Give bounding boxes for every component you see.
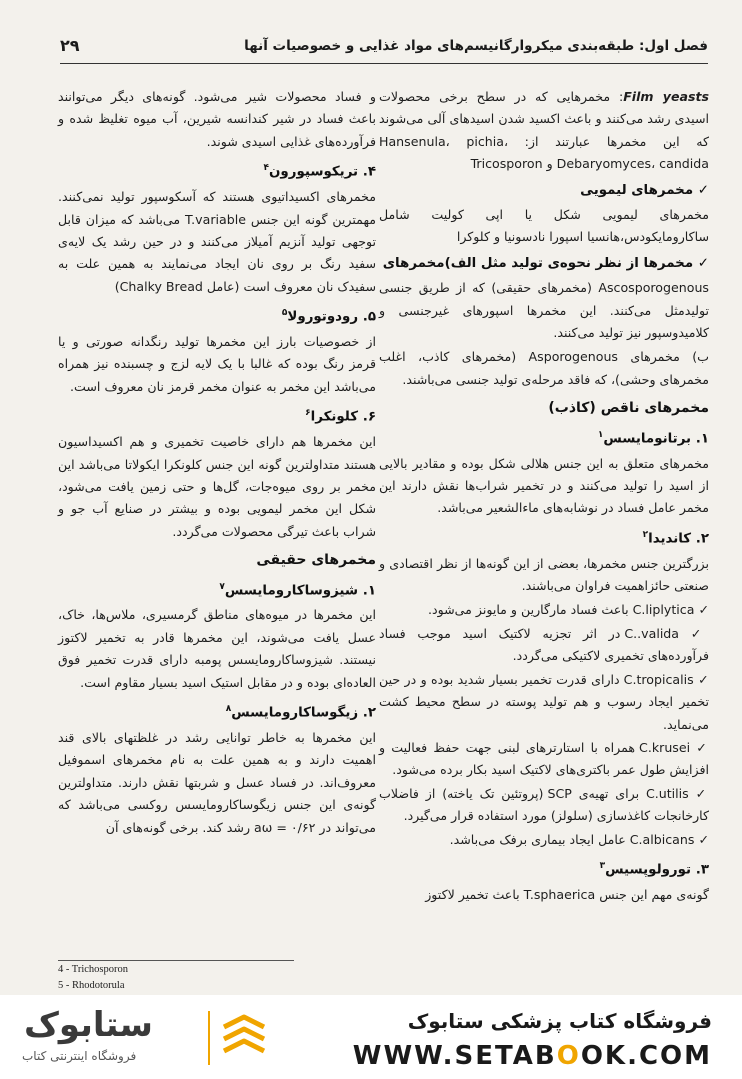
brand-name: ستابوک	[24, 1005, 153, 1045]
candida-paragraph: بزرگترین جنس مخمرها، بعضی از این گونه‌ها از نظر اقتصادی و صنعتی حائزاهمیت فراوان می‌باشند.	[379, 555, 709, 594]
trichosporon-heading: ۴. تریکوسپورون$^۴$	[263, 163, 376, 180]
header-rule	[60, 63, 708, 64]
candida-item: ✓ C.krusei همراه با استارترهای لبنی جهت حفظ فعالیت و افزایش طول عمر باکتری‌های لاکتیک اسید بکار برده می‌شود.	[379, 739, 709, 778]
store-logo[interactable]	[18, 1005, 288, 1071]
brand-subtitle: فروشگاه اینترنتی کتاب	[22, 1049, 137, 1063]
right-column	[379, 86, 709, 908]
continued-paragraph: و فساد محصولات شیر می‌شود. گونه‌های دیگر می‌توانند باعث فساد در شیر کندانسه شیرین، آب میوه تغلیظ شده و فرآورده‌های غذایی اسیدی شوند.	[58, 89, 376, 149]
candida-item: ✓ C.utilis برای تهیه‌ی SCP (پروتئین تک یاخته) از فاضلاب کارخانجات کاغذسازی (سلولز) مورد استفاده قرار می‌گیرد.	[379, 785, 709, 824]
candida-heading: ۲. کاندیدا$^۲$	[642, 529, 709, 547]
brettanomyces-heading: ۱. برتانومایسس$^۱$	[597, 429, 709, 447]
footnote: 5 - Rhodotorula	[58, 980, 125, 991]
candida-item: ✓ C.albicans عامل ایجاد بیماری برفک می‌باشد.	[449, 831, 709, 847]
ascosporogenous-paragraph: Ascosporogenous (مخمرهای حقیقی) که از طریق جنسی تولیدمثل می‌کنند. این مخمرها اسپورهای غیرجنسی و کلامیدوسپور نیز تولید می‌کنند.	[379, 280, 709, 341]
lemon-yeasts-paragraph: مخمرهای لیمویی شکل یا اپی کولیت شامل ساکارومایکودس،هانسیا اسپورا نادسونیا و کلوکرا	[379, 207, 709, 245]
footnote: 4 - Trichosporon	[58, 964, 129, 975]
store-url[interactable]: WWW.SETABOOK.COM	[352, 1041, 712, 1071]
trichosporon-paragraph: مخمرهای اکسیداتیوی هستند که آسکوسپور تولید نمی‌کنند. مهمترین گونه این جنس T.variable می‌باشد که میزان قابل توجهی تولید آنزیم آمیلاز می‌کنند و در حین رشد یک لایه‌ی سفید رنگ بر روی نان ایجاد می‌نمایند به همین علت به سفیدک نان معروف است (عامل Chalky Bread)	[58, 189, 376, 294]
rhodotorula-heading: ۵. رودوتورولا$^۵$	[281, 308, 376, 325]
kloeckera-paragraph: این مخمرها هم دارای خاصیت تخمیری و هم اکسیداسیون هستند متداولترین گونه این جنس کلونکرا ایکولاتا می‌باشد این مخمر بر روی میوه‌جات، گل‌ها و حتی زمین یافت می‌شود، شکل این مخمر لیمویی بوده و بیشتر در صنایع آب جو و شراب باعث تیرگی محصولات می‌گردد.	[58, 434, 376, 539]
film-yeasts-paragraph: Film yeasts: مخمرهایی که در سطح برخی محصولات اسیدی رشد می‌کنند و باعث اکسید شدن اسیدهای آلی می‌شوند که این مخمرها عبارتند از: Hansenula، pichia، Debaryomyces، candida و Tricosporon	[379, 89, 710, 172]
left-column	[58, 86, 376, 841]
candida-item: ✓ C.liplytica باعث فساد مارگارین و مایونز می‌شود.	[427, 602, 709, 618]
false-yeasts-heading: مخمرهای ناقص (کاذب)	[548, 400, 709, 417]
page-header	[60, 32, 708, 64]
book-stack-icon	[218, 1013, 270, 1065]
logo-divider	[208, 1011, 210, 1065]
store-banner	[0, 995, 742, 1079]
zygosaccharomyces-paragraph: این مخمرها به خاطر توانایی رشد در غلظتهای بالای قند اهمیت دارند و به همین علت به نام مخمرهای اسموفیل معروف‌اند. در فساد عسل و شربتها نقش دارند. متداولترین گونه‌ی این جنس زیگوساکارومایسس روکسی می‌باشد که می‌تواند در ۰/۶۲ = aω رشد کند. برخی گونه‌های آن	[58, 729, 376, 835]
chapter-title: فصل اول: طبقه‌بندی میکروارگانیسم‌های مواد غذایی و خصوصیات آنها	[244, 38, 708, 54]
reproduction-heading: ✓ مخمرها از نظر نحوه‌ی تولید مثل الف)مخمرهای	[382, 255, 709, 271]
lemon-yeasts-heading: ✓ مخمرهای لیمویی	[580, 182, 709, 198]
zygosaccharomyces-heading: ۲. زیگوساکارومایسس$^۸$	[225, 704, 376, 721]
rhodotorula-paragraph: از خصوصیات بارز این مخمرها تولید رنگدانه صورتی و یا قرمز رنگ بوده که غالبا با یک لایه لزج و چسبنده نیز همراه می‌باشد این مخمر به عنوان مخمر قرمز نان معروف است.	[58, 334, 376, 394]
schizosaccharomyces-paragraph: این مخمرها در میوه‌های مناطق گرمسیری، ملاس‌ها، خاک، عسل یافت می‌شوند، این مخمرها قادر به تخمیر لاکتوز نیستند. شیزوساکارومایسس پومبه دارای قدرت تخمیر فوق العاده‌ای بوده و در مقابل استیک اسید بسیار مقاوم است.	[58, 607, 376, 690]
footnote-rule	[58, 960, 294, 961]
torulopsis-heading: ۳. تورولوپسیس$^۳$	[599, 860, 709, 878]
store-name: فروشگاه کتاب پزشکی ستابوک	[407, 1009, 712, 1033]
asporogenous-paragraph: ب) مخمرهای Asporogenous (مخمرهای کاذب، اغلب مخمرهای وحشی)، که فاقد مرحله‌ی تولید جنسی می‌باشند.	[379, 349, 709, 387]
true-yeasts-heading: مخمرهای حقیقی	[256, 552, 376, 569]
kloeckera-heading: ۶. کلونکرا$^۶$	[305, 408, 376, 425]
page-number: ۲۹	[60, 36, 80, 55]
brettanomyces-paragraph: مخمرهای متعلق به این جنس هلالی شکل بوده و مقادیر بالایی از اسید را تولید می‌کنند و در تخمیر شراب‌ها نقش دارند این مخمر عامل فساد در نوشابه‌های ماءالشعیر می‌باشد.	[379, 455, 709, 516]
schizosaccharomyces-heading: ۱. شیزوساکارومایسس$^۷$	[219, 581, 376, 598]
candida-item: ✓ C..valida در اثر تجزیه لاکتیک اسید موجب فساد فرآورده‌های تخمیری لاکتیکی می‌گردد.	[379, 625, 709, 664]
torulopsis-paragraph: گونه‌ی مهم این جنس T.sphaerica باعث تخمیر لاکتوز	[425, 886, 709, 902]
candida-item: ✓ C.tropicalis دارای قدرت تخمیر بسیار شدید بوده و در حین تخمیر ایجاد رسوب و هم تولید پوسته در سطح محیط کشت می‌نماید.	[379, 671, 709, 732]
